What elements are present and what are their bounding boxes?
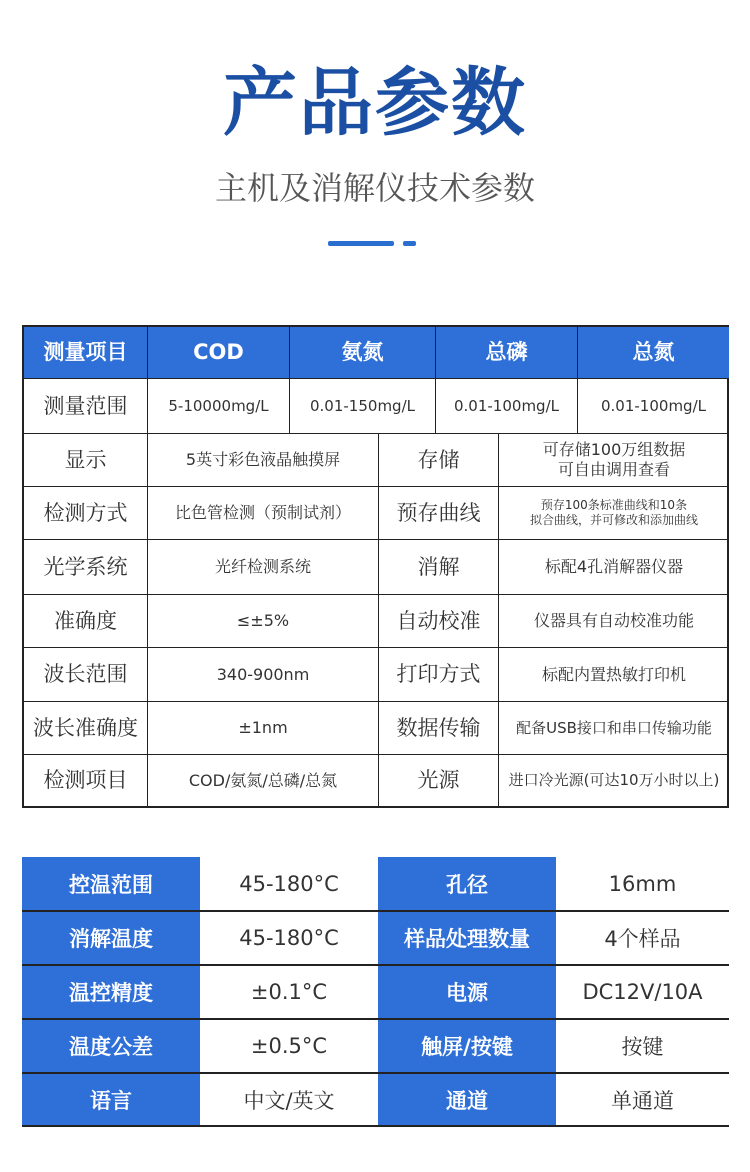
header-cell-total-nitrogen: 总氮 — [578, 327, 729, 379]
row-label: 波长范围 — [24, 648, 148, 702]
row-value: 配备USB接口和串口传输功能 — [499, 702, 729, 755]
row-label: 温度公差 — [22, 1020, 200, 1074]
row-label: 孔径 — [378, 857, 556, 912]
row-value: 可存储100万组数据 可自由调用查看 — [499, 434, 729, 487]
row-label: 光源 — [379, 755, 499, 806]
row-value: COD/氨氮/总磷/总氮 — [148, 755, 379, 806]
row-label: 波长准确度 — [24, 702, 148, 755]
range-ammonia: 0.01-150mg/L — [290, 379, 436, 434]
row-value: 340-900nm — [148, 648, 379, 702]
row-value: 比色管检测（预制试剂） — [148, 487, 379, 540]
row-label: 显示 — [24, 434, 148, 487]
page-title: 产品参数 — [223, 60, 527, 146]
row-label: 光学系统 — [24, 540, 148, 595]
range-total-phosphorus: 0.01-100mg/L — [436, 379, 578, 434]
row-label: 打印方式 — [379, 648, 499, 702]
row-value: DC12V/10A — [556, 966, 729, 1020]
row-label: 预存曲线 — [379, 487, 499, 540]
row-value: 按键 — [556, 1020, 729, 1074]
row-value: ±1nm — [148, 702, 379, 755]
row-label: 测量范围 — [24, 379, 148, 434]
row-value: 16mm — [556, 857, 729, 912]
row-value: 光纤检测系统 — [148, 540, 379, 595]
header-cell-item: 测量项目 — [24, 327, 148, 379]
row-label: 电源 — [378, 966, 556, 1020]
digester-spec-table — [22, 857, 729, 1127]
row-value: 中文/英文 — [200, 1074, 378, 1125]
row-value: 45-180°C — [200, 912, 378, 966]
row-label: 数据传输 — [379, 702, 499, 755]
row-label: 温控精度 — [22, 966, 200, 1020]
row-value: ≤±5% — [148, 595, 379, 648]
title-underline-dot — [403, 241, 416, 246]
row-label: 准确度 — [24, 595, 148, 648]
row-value: ±0.5°C — [200, 1020, 378, 1074]
row-label: 消解 — [379, 540, 499, 595]
row-value: 45-180°C — [200, 857, 378, 912]
row-label: 检测项目 — [24, 755, 148, 806]
header-cell-cod: COD — [148, 327, 290, 379]
page-subtitle: 主机及消解仪技术参数 — [214, 169, 535, 207]
row-value: 标配4孔消解器仪器 — [499, 540, 729, 595]
row-label: 样品处理数量 — [378, 912, 556, 966]
row-label: 自动校准 — [379, 595, 499, 648]
range-cod: 5-10000mg/L — [148, 379, 290, 434]
row-value: 5英寸彩色液晶触摸屏 — [148, 434, 379, 487]
header-cell-total-phosphorus: 总磷 — [436, 327, 578, 379]
row-value: ±0.1°C — [200, 966, 378, 1020]
row-value: 进口冷光源(可达10万小时以上) — [508, 771, 720, 790]
row-value: 预存100条标准曲线和10条 拟合曲线，并可修改和添加曲线 — [499, 487, 729, 540]
row-label: 控温范围 — [22, 857, 200, 912]
row-label: 语言 — [22, 1074, 200, 1125]
row-value: 仪器具有自动校准功能 — [499, 595, 729, 648]
range-total-nitrogen: 0.01-100mg/L — [578, 379, 729, 434]
row-value: 单通道 — [556, 1074, 729, 1125]
row-label: 通道 — [378, 1074, 556, 1125]
header-cell-ammonia: 氨氮 — [290, 327, 436, 379]
row-label: 检测方式 — [24, 487, 148, 540]
row-label: 消解温度 — [22, 912, 200, 966]
row-value: 标配内置热敏打印机 — [499, 648, 729, 702]
row-label: 触屏/按键 — [378, 1020, 556, 1074]
title-underline — [328, 241, 394, 246]
row-label: 存储 — [379, 434, 499, 487]
host-spec-table — [22, 325, 729, 808]
row-value: 4个样品 — [556, 912, 729, 966]
